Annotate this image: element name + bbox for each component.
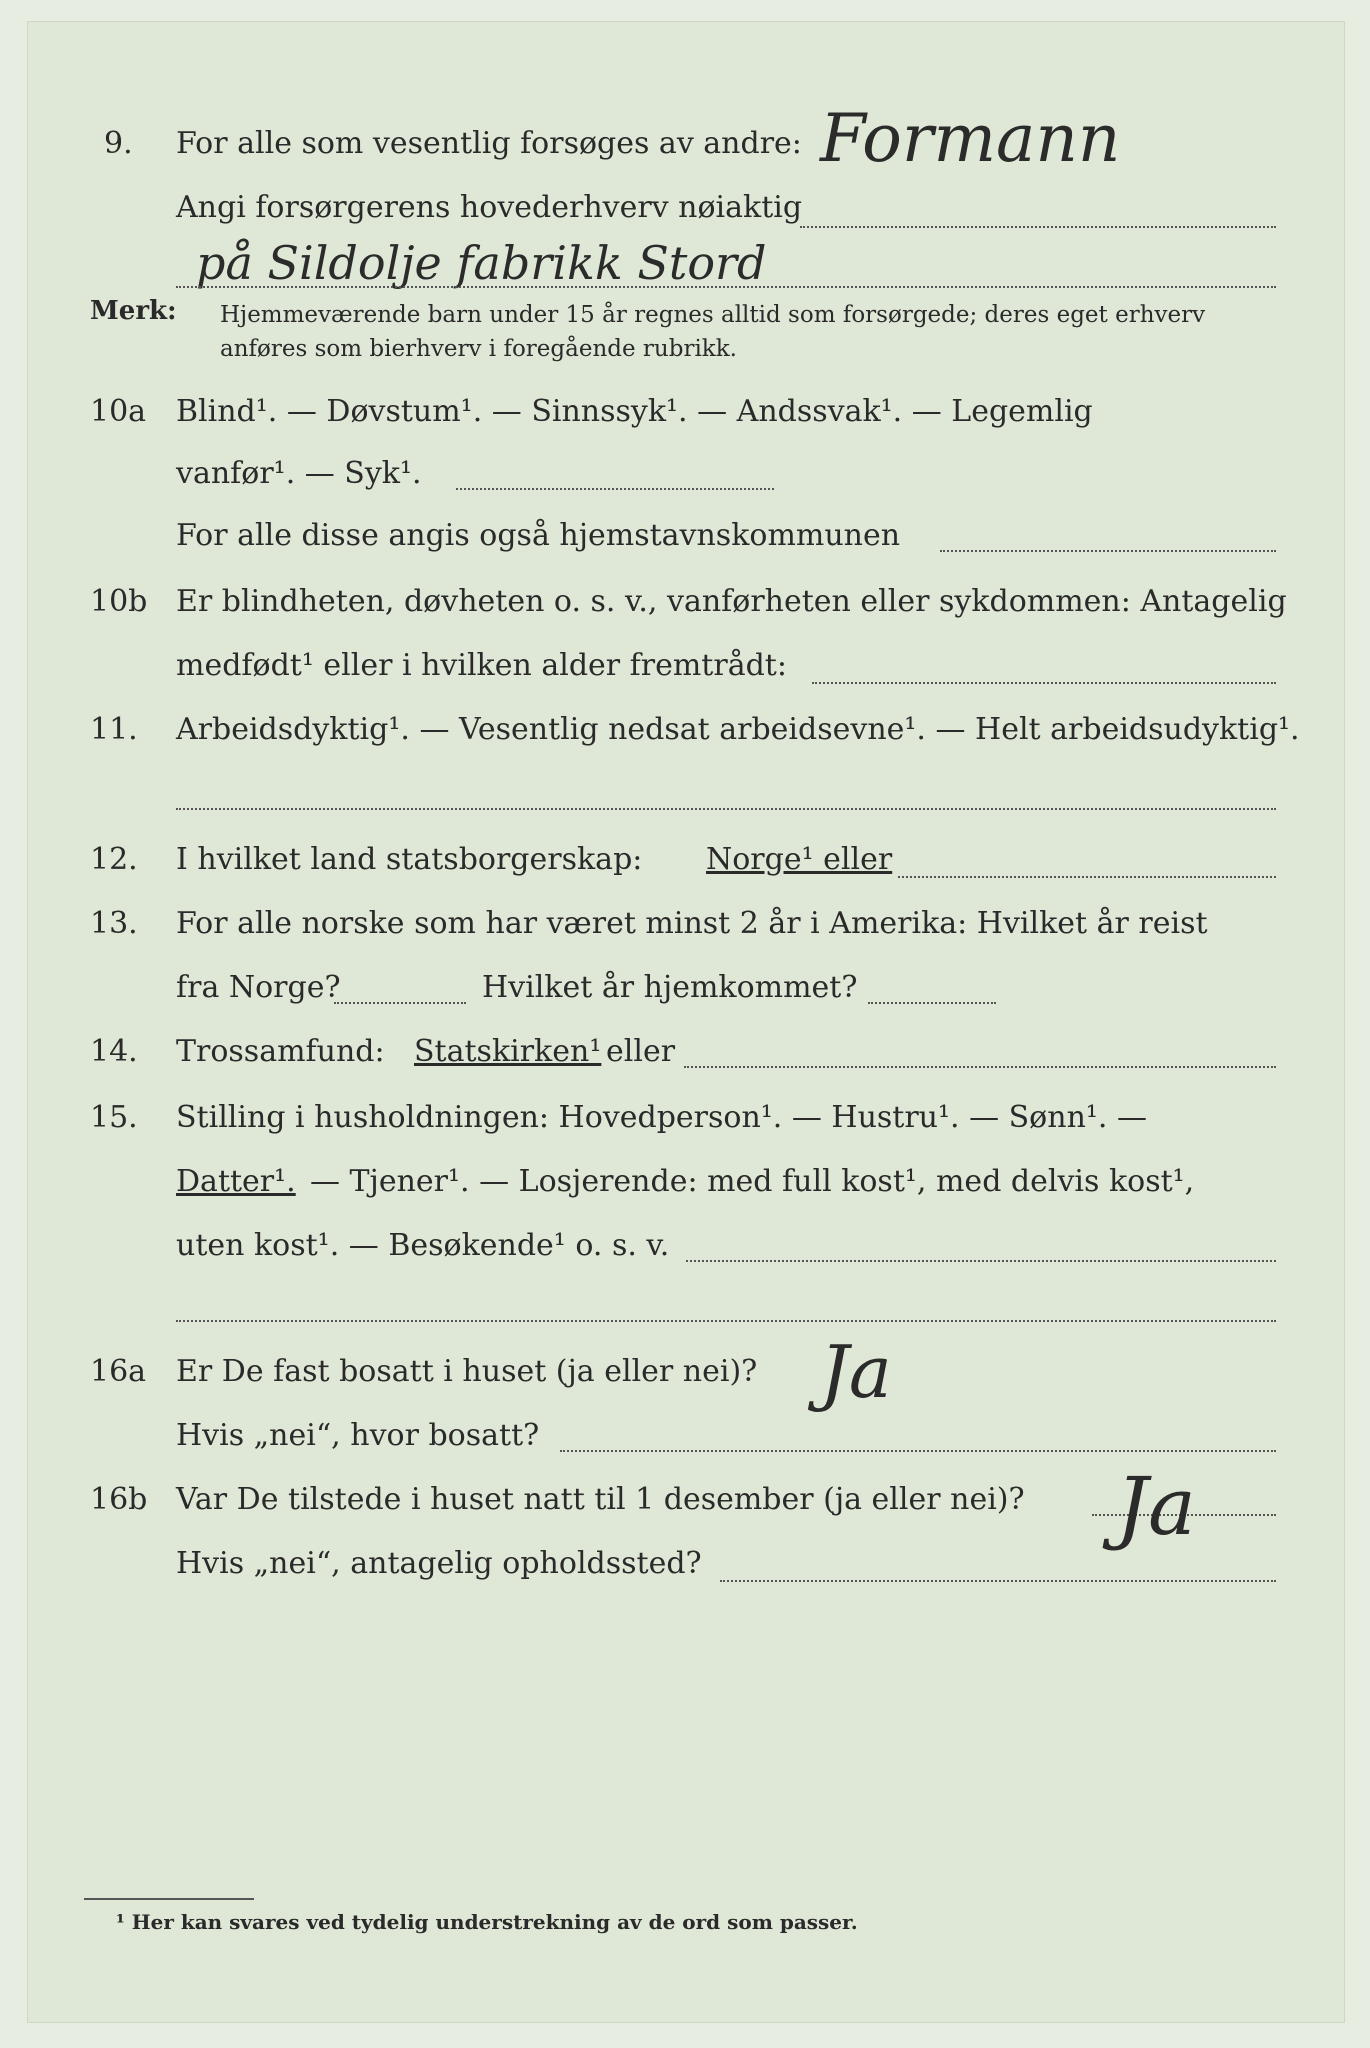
footnote: ¹ Her kan svares ved tydelig understrekning av de ord som passer.	[116, 1910, 858, 1934]
q9-line1: For alle som vesentlig forsøges av andre:	[176, 126, 802, 161]
q13-line1: For alle norske som har været minst 2 år i Amerika: Hvilket år reist	[176, 906, 1208, 941]
q16b-handwritten-answer: Ja	[1116, 1460, 1196, 1553]
q9-line2: Angi forsørgerens hovederhverv nøiaktig	[176, 190, 803, 225]
q16a-dotted-line	[560, 1450, 1276, 1452]
merk-label: Merk:	[90, 296, 177, 326]
q10b-line2: medfødt¹ eller i hvilken alder fremtrådt:	[176, 648, 787, 683]
q9-number: 9.	[104, 126, 133, 161]
q13-dotted-line	[334, 1002, 466, 1004]
footnote-rule	[84, 1898, 254, 1900]
q16a-number: 16a	[90, 1354, 147, 1389]
q16a-line1: Er De fast bosatt i huset (ja eller nei)?	[176, 1354, 758, 1389]
q13-dotted-line-2	[868, 1002, 996, 1004]
merk-line2: anføres som bierhverv i foregående rubrikk.	[220, 336, 737, 362]
q15-dotted-line	[686, 1260, 1276, 1262]
q16a-line2: Hvis „nei“, hvor bosatt?	[176, 1418, 540, 1453]
q12-norge: Norge¹ eller	[706, 842, 893, 877]
q16b-number: 16b	[90, 1482, 148, 1517]
q16b-line2: Hvis „nei“, antagelig opholdssted?	[176, 1546, 702, 1581]
q14-eller: eller	[606, 1034, 676, 1069]
q11-line1: Arbeidsdyktig¹. — Vesentlig nedsat arbeidsevne¹. — Helt arbeidsudyktig¹.	[176, 712, 1300, 747]
q14-label: Trossamfund:	[176, 1034, 385, 1069]
q13-number: 13.	[90, 906, 138, 941]
q14-dotted-line	[684, 1066, 1276, 1068]
q10b-line1: Er blindheten, døvheten o. s. v., vanførheten eller sykdommen: Antagelig	[176, 584, 1287, 619]
q10a-number: 10a	[90, 394, 147, 429]
q10a-line1: Blind¹. — Døvstum¹. — Sinnssyk¹. — Andssvak¹. — Legemlig	[176, 394, 1093, 429]
q13-line2b: Hvilket år hjemkommet?	[482, 970, 858, 1005]
q12-line1: I hvilket land statsborgerskap:	[176, 842, 643, 877]
q13-line2a: fra Norge?	[176, 970, 341, 1005]
q9-handwritten-employer: på Sildolje fabrikk Stord	[196, 236, 767, 290]
q15-line2: — Tjener¹. — Losjerende: med full kost¹, med delvis kost¹,	[310, 1164, 1195, 1199]
q11-number: 11.	[90, 712, 138, 747]
merk-line1: Hjemmeværende barn under 15 år regnes alltid som forsørgede; deres eget erhverv	[220, 302, 1206, 328]
q12-number: 12.	[90, 842, 138, 877]
q15-dotted-line-2	[176, 1320, 1276, 1322]
q15-line3: uten kost¹. — Besøkende¹ o. s. v.	[176, 1228, 670, 1263]
q9-dotted-line	[800, 226, 1276, 228]
q15-line1: Stilling i husholdningen: Hovedperson¹. — Hustru¹. — Sønn¹. —	[176, 1100, 1147, 1135]
q11-dotted-line	[176, 808, 1276, 810]
q14-number: 14.	[90, 1034, 138, 1069]
q16a-handwritten-answer: Ja	[820, 1330, 892, 1414]
q10a-dotted-line-2	[940, 550, 1276, 552]
q16b-line1: Var De tilstede i huset natt til 1 desember (ja eller nei)?	[176, 1482, 1025, 1517]
q14-statskirken: Statskirken¹	[414, 1034, 602, 1069]
q9-dotted-line-2	[176, 286, 1276, 288]
q15-datter: Datter¹.	[176, 1164, 296, 1199]
q9-handwritten-occupation: Formann	[820, 100, 1121, 177]
q16b-dotted-line-2	[720, 1580, 1276, 1582]
q10a-dotted-line	[456, 488, 774, 490]
q10b-number: 10b	[90, 584, 148, 619]
q12-dotted-line	[898, 876, 1276, 878]
q10b-dotted-line	[812, 682, 1276, 684]
q15-number: 15.	[90, 1100, 138, 1135]
q10a-line3: For alle disse angis også hjemstavnskommunen	[176, 518, 901, 553]
q10a-line2: vanfør¹. — Syk¹.	[176, 456, 422, 491]
